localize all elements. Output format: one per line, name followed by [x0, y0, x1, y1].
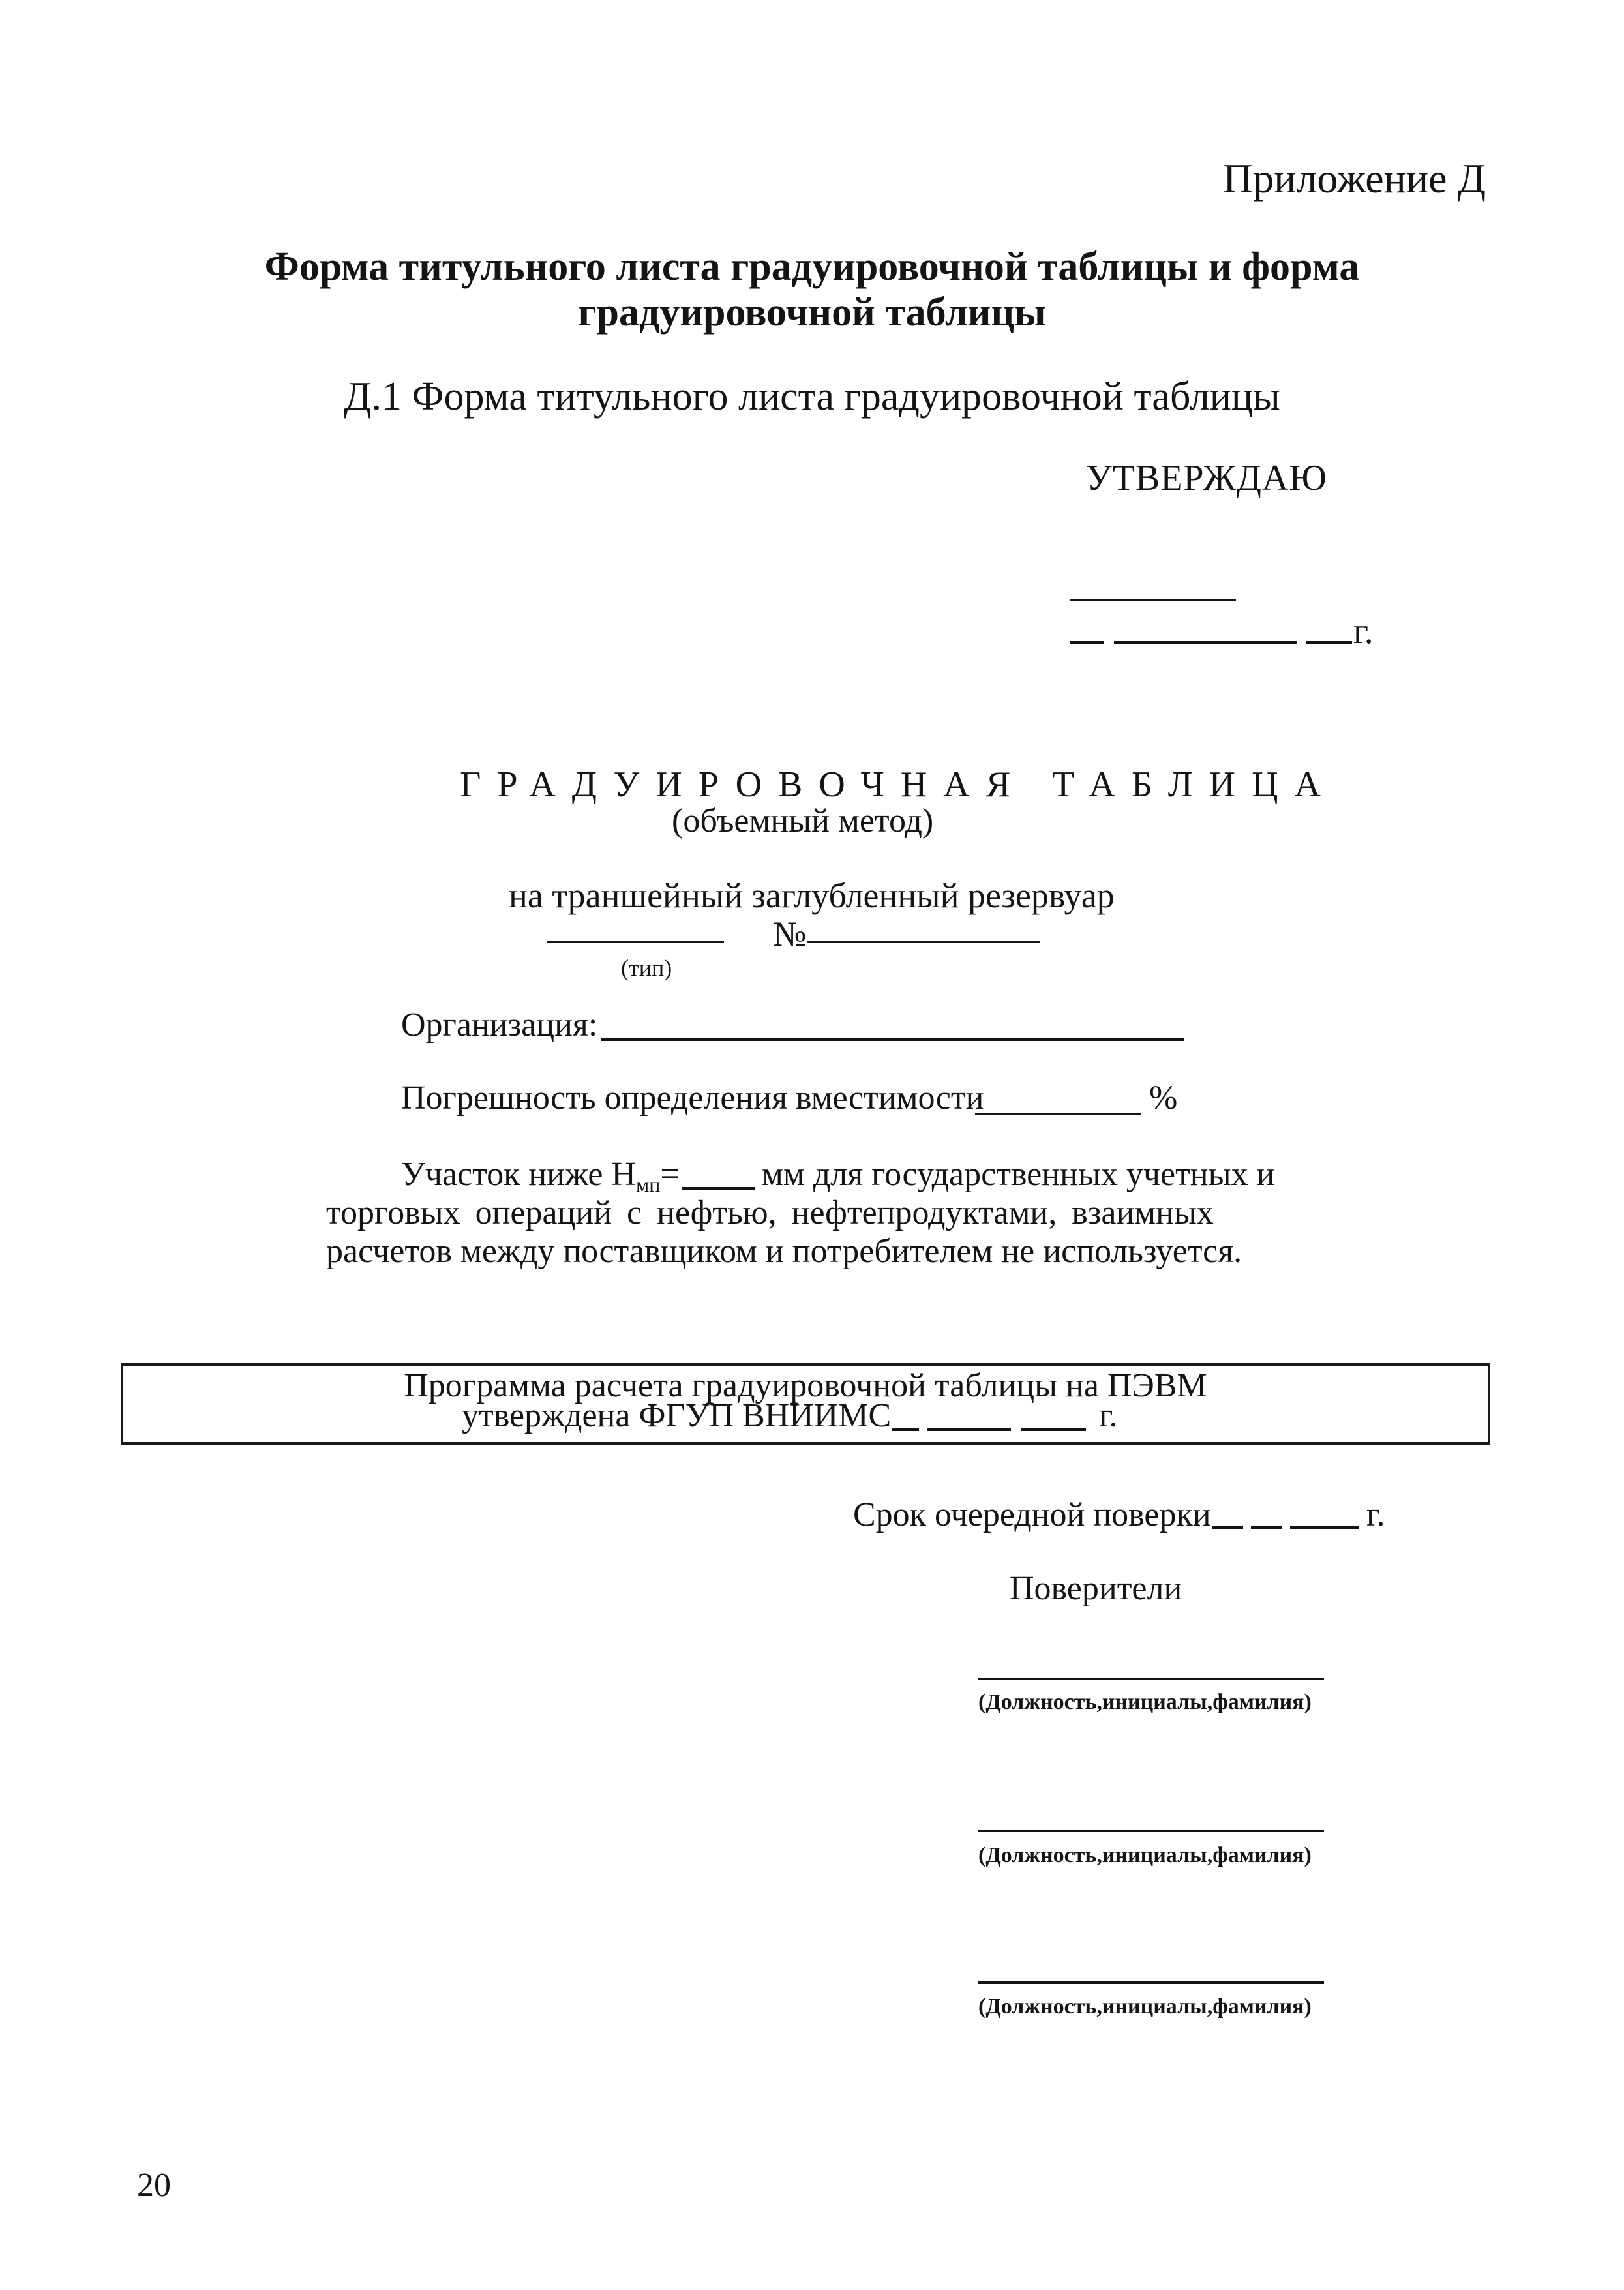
- form-heading-line-1: Форма титульного листа градуировочной таблицы и форма: [264, 245, 1360, 289]
- type-caption: (тип): [621, 955, 672, 981]
- tank-number-line: [807, 941, 1040, 943]
- verifier-caption-2: (Должность,инициалы,фамилия): [978, 1843, 1312, 1867]
- program-box-line-2-suffix: г.: [1099, 1397, 1118, 1434]
- next-verification-year-line: [1290, 1526, 1359, 1529]
- form-heading-line-2: градуировочной таблицы: [578, 290, 1046, 335]
- tank-type-line: [547, 941, 724, 943]
- program-box-line-1: Программа расчета градуировочной таблицы на ПЭВМ: [404, 1367, 1207, 1404]
- verifier-signature-line-3: [978, 1981, 1324, 1984]
- page-number: 20: [137, 2167, 171, 2204]
- note-height-line: [682, 1187, 755, 1190]
- note-line-1-suffix: мм для государственных учетных и: [762, 1156, 1275, 1193]
- approval-day-line: [1070, 641, 1104, 644]
- note-line-2: торговых операций с нефтью, нефтепродуктами, взаимных: [326, 1194, 1214, 1231]
- note-line-1-prefix: [401, 1158, 680, 1195]
- number-sign: №: [773, 914, 807, 954]
- document-title: ГРАДУИРОВОЧНАЯ ТАБЛИЦА: [460, 764, 1337, 805]
- organization-label: Организация:: [401, 1006, 598, 1044]
- verifiers-label: Поверители: [1010, 1570, 1182, 1607]
- note-h-label: Участок ниже Н: [401, 1156, 636, 1193]
- accuracy-unit: %: [1149, 1079, 1178, 1117]
- section-title: Д.1 Форма титульного листа градуировочной таблицы: [344, 374, 1280, 419]
- approval-label: УТВЕРЖДАЮ: [1086, 458, 1327, 498]
- appendix-label: Приложение Д: [1223, 155, 1486, 202]
- approval-month-line: [1114, 641, 1297, 644]
- accuracy-label: Погрешность определения вместимости: [401, 1079, 984, 1117]
- program-month-line: [927, 1428, 1011, 1431]
- note-line-3: расчетов между поставщиком и потребителем не используется.: [326, 1233, 1242, 1270]
- tank-line: на траншейный заглубленный резервуар: [509, 876, 1115, 915]
- next-verification-day-line: [1212, 1526, 1243, 1529]
- organization-line: [601, 1038, 1184, 1041]
- verifier-signature-line-1: [978, 1678, 1324, 1680]
- next-verification-suffix: г.: [1366, 1496, 1385, 1533]
- next-verification-month-line: [1251, 1526, 1282, 1529]
- approval-signature-line: [1070, 599, 1236, 601]
- program-box-line-2-prefix: утверждена ФГУП ВНИИМС: [462, 1397, 892, 1434]
- note-equals: =: [660, 1156, 680, 1193]
- document-subtitle: (объемный метод): [672, 802, 934, 839]
- program-day-line: [892, 1428, 919, 1431]
- verifier-signature-line-2: [978, 1830, 1324, 1832]
- program-year-line: [1021, 1428, 1086, 1431]
- next-verification-label: Срок очередной поверки: [853, 1496, 1211, 1533]
- accuracy-line: [975, 1113, 1141, 1115]
- verifier-caption-1: (Должность,инициалы,фамилия): [978, 1690, 1312, 1714]
- approval-year-line: [1306, 641, 1352, 644]
- approval-year-suffix: г.: [1353, 611, 1374, 652]
- verifier-caption-3: (Должность,инициалы,фамилия): [978, 1995, 1312, 2019]
- note-h-subscript: мп: [635, 1173, 661, 1196]
